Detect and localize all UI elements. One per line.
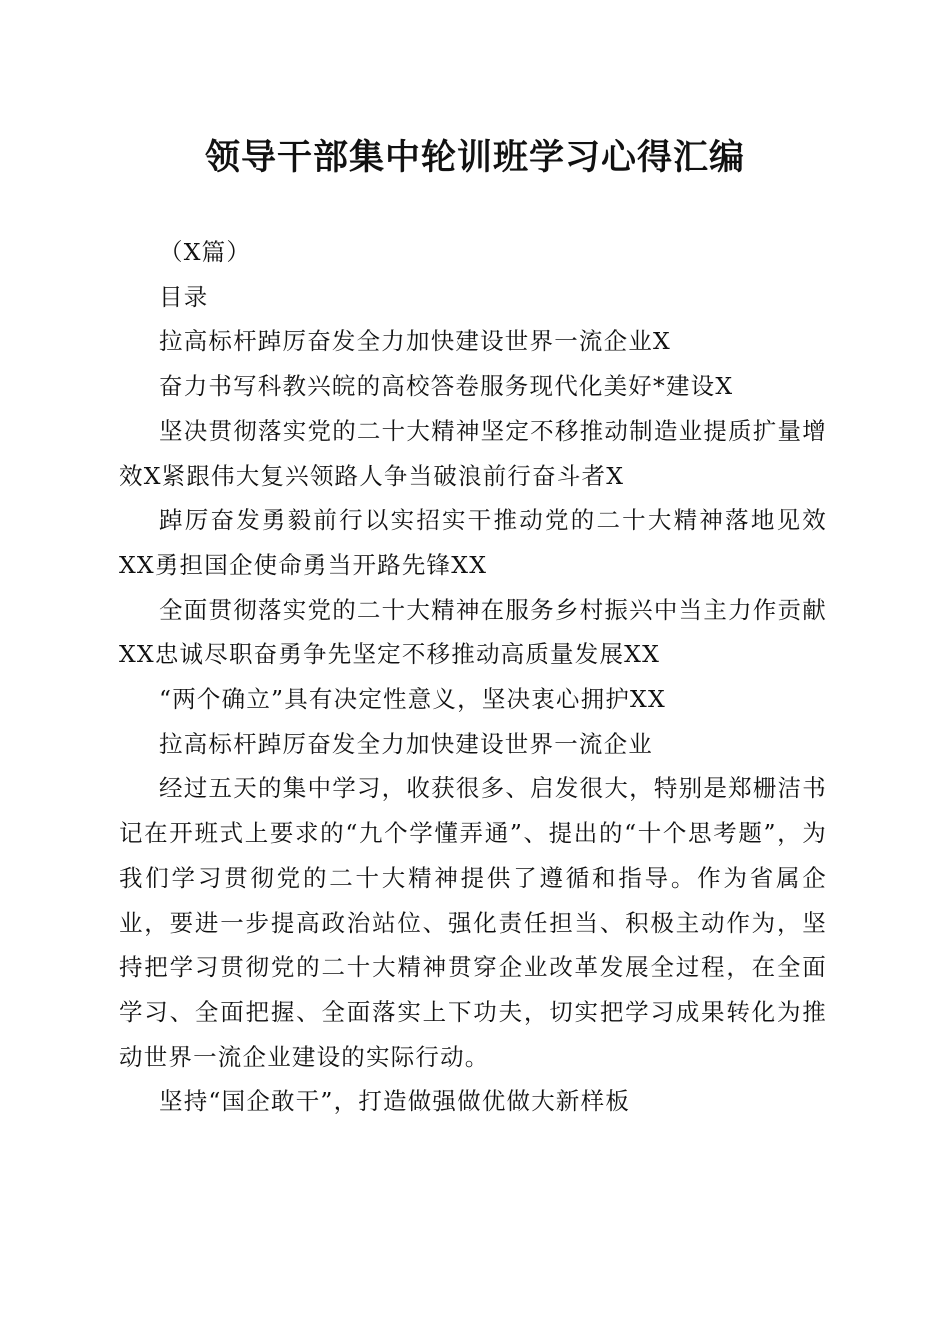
article-heading: 拉高标杆踔厉奋发全力加快建设世界一流企业 xyxy=(159,729,653,758)
toc-heading: 目录 xyxy=(159,282,209,311)
toc-item: “两个确立”具有决定性意义，坚决衷心拥护XX xyxy=(159,685,666,714)
document-title: 领导干部集中轮训班学习心得汇编 xyxy=(204,137,745,178)
section-heading: 坚持“国企敢干”，打造做强做优做大新样板 xyxy=(159,1087,631,1116)
toc-item: 拉高标杆踔厉奋发全力加快建设世界一流企业X xyxy=(159,327,671,356)
count-note: （X篇） xyxy=(159,238,252,266)
toc-item: 坚决贯彻落实党的二十大精神坚定不移推动制造业提质扩量增效X紧跟伟大复兴领路人争当破浪前行奋斗者X xyxy=(119,416,827,490)
toc-item: 奋力书写科教兴皖的高校答卷服务现代化美好*建设X xyxy=(159,372,734,401)
document-body xyxy=(119,230,827,1124)
toc-item: 全面贯彻落实党的二十大精神在服务乡村振兴中当主力作贡献XX忠诚尽职奋勇争先坚定不移推动高质量发展XX xyxy=(119,595,827,669)
toc-item: 踔厉奋发勇毅前行以实招实干推动党的二十大精神落地见效XX勇担国企使命勇当开路先锋XX xyxy=(119,506,827,579)
article-paragraph: 经过五天的集中学习，收获很多、启发很大，特别是郑栅洁书记在开班式上要求的“九个学懂弄通”、提出的“十个思考题”，为我们学习贯彻党的二十大精神提供了遵循和指导。作为省属企业，要进一步提高政治站位、强化责任担当、积极主动作为，坚持把学习贯彻党的二十大精神贯穿企业改革发展全过程，在全面学习、全面把握、全面落实上下功夫，切实把学习成果转化为推动世界一流企业建设的实际行动。 xyxy=(119,774,827,1071)
